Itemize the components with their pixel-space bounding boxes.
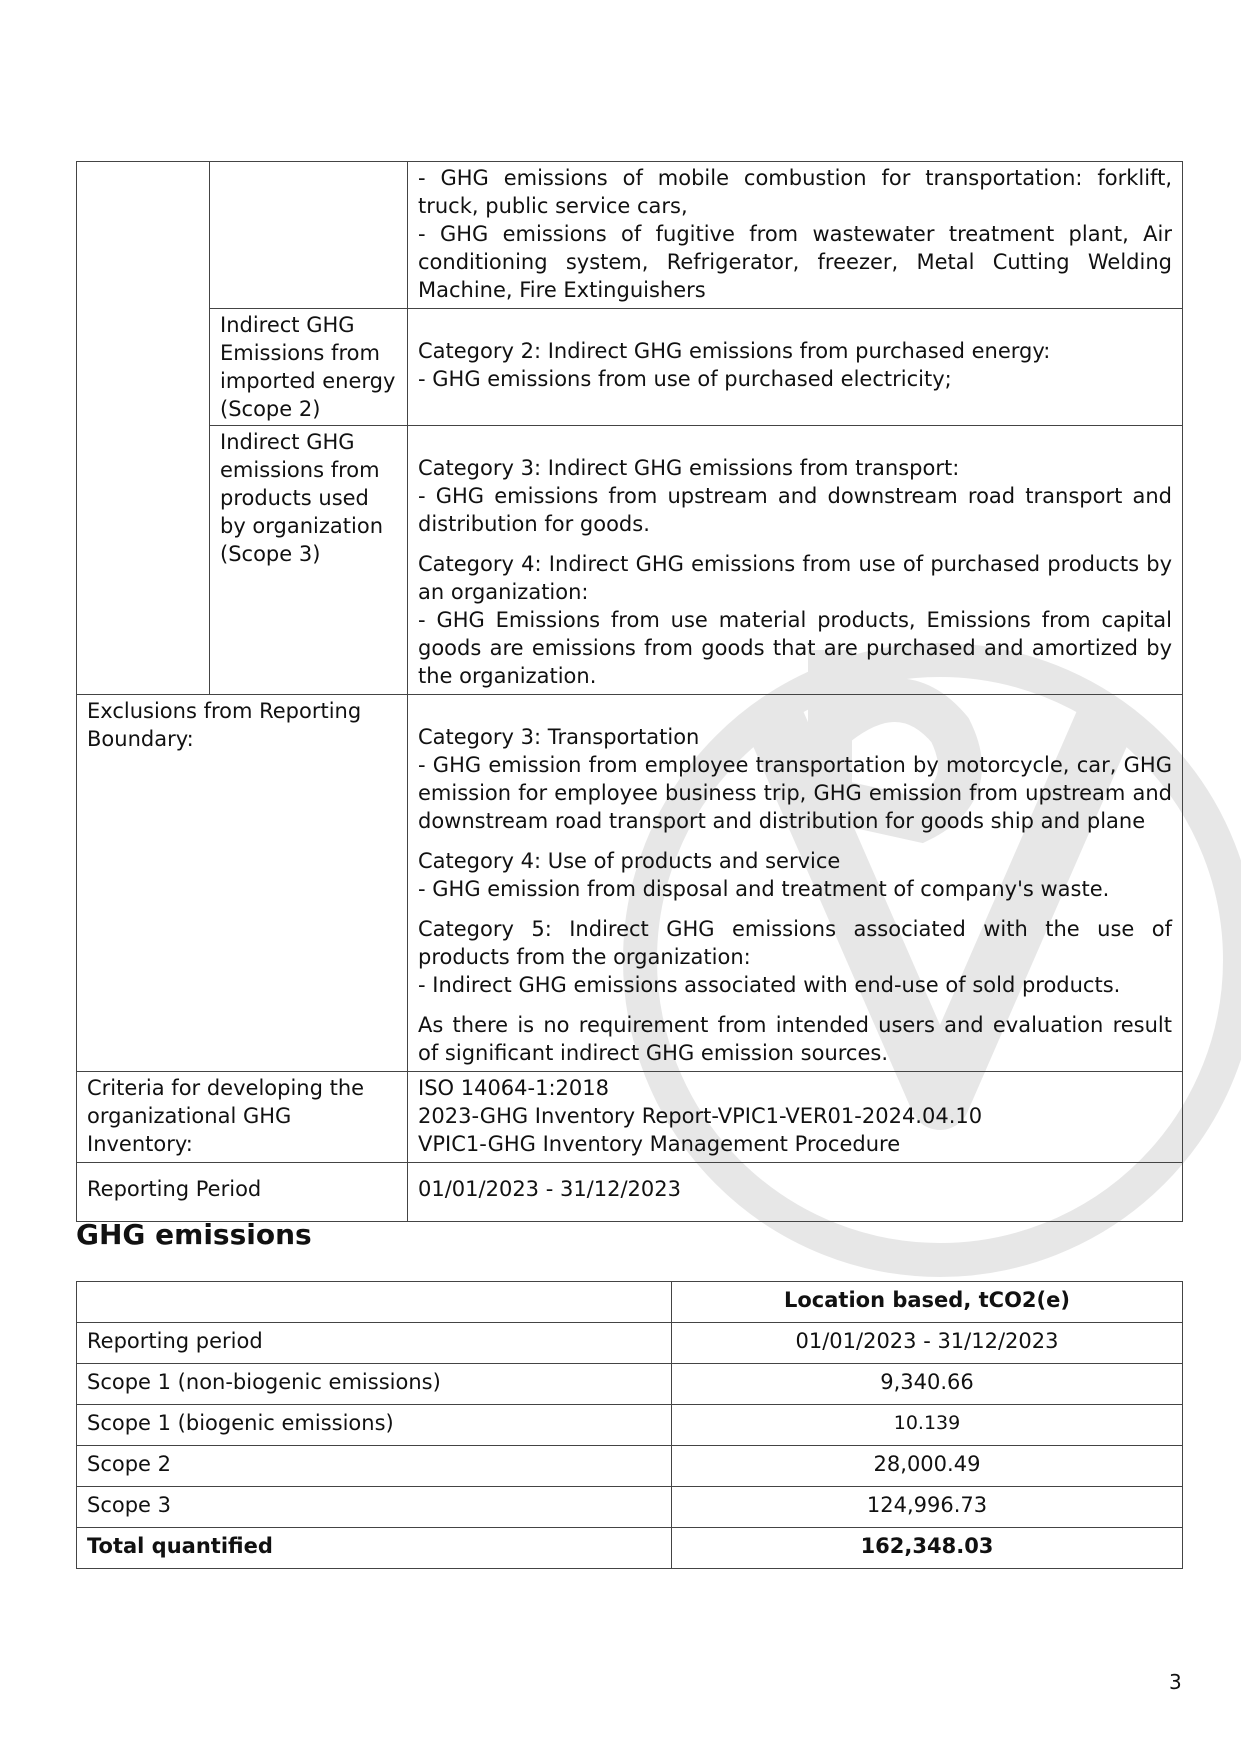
empty-cell xyxy=(77,162,210,695)
exclusions-label: Exclusions from Reporting Boundary: xyxy=(77,695,408,1072)
table-row xyxy=(77,1163,1183,1222)
table-row xyxy=(77,1446,1183,1487)
label-line: imported energy xyxy=(220,369,396,393)
scope2-description xyxy=(408,309,1183,426)
period-value: 01/01/2023 - 31/12/2023 xyxy=(408,1163,1183,1222)
criteria-line: ISO 14064-1:2018 xyxy=(418,1076,609,1100)
category-title: Category 3: Indirect GHG emissions from transport: xyxy=(418,456,960,480)
table-row xyxy=(77,1323,1183,1364)
scope3-description xyxy=(408,426,1183,695)
row-value: 10.139 xyxy=(672,1405,1183,1446)
reporting-boundary-table xyxy=(76,161,1183,1222)
row-value: 01/01/2023 - 31/12/2023 xyxy=(672,1323,1183,1364)
row-value: 9,340.66 xyxy=(672,1364,1183,1405)
category-title: Category 5: Indirect GHG emissions associated with the use of products from the organization: xyxy=(418,917,1172,969)
label-line: by organization xyxy=(220,514,384,538)
criteria-line: 2023-GHG Inventory Report-VPIC1-VER01-2024.04.10 xyxy=(418,1104,983,1128)
category-text: - GHG emissions from upstream and downstream road transport and distribution for goods. xyxy=(418,484,1172,536)
label-line: (Scope 3) xyxy=(220,542,321,566)
label-line: products used xyxy=(220,486,369,510)
list-item: Category 2: Indirect GHG emissions from purchased energy: xyxy=(418,339,1051,363)
table-row xyxy=(77,1487,1183,1528)
total-label: Total quantified xyxy=(77,1528,672,1569)
table-row xyxy=(77,162,1183,309)
table-row xyxy=(77,695,1183,1072)
category-text: - Indirect GHG emissions associated with end-use of sold products. xyxy=(418,973,1121,997)
page-number: 3 xyxy=(1169,1670,1182,1694)
section-heading: GHG emissions xyxy=(76,1218,312,1251)
row-label: Scope 3 xyxy=(77,1487,672,1528)
row-label: Scope 2 xyxy=(77,1446,672,1487)
criteria-values xyxy=(408,1072,1183,1163)
category-title: Category 4: Use of products and service xyxy=(418,849,841,873)
category-text: - GHG emission from disposal and treatment of company's waste. xyxy=(418,877,1110,901)
column-header: Location based, tCO2(e) xyxy=(672,1282,1183,1323)
row-label: Scope 1 (biogenic emissions) xyxy=(77,1405,672,1446)
label-line: Indirect GHG xyxy=(220,430,355,454)
row-label: Reporting period xyxy=(77,1323,672,1364)
table-header-row xyxy=(77,1282,1183,1323)
category-text: - GHG Emissions from use material products, Emissions from capital goods are emissions from goods that are purchased and amortized by the organization. xyxy=(418,608,1172,688)
table-row xyxy=(77,1072,1183,1163)
list-item: - GHG emissions of mobile combustion for transportation: forklift, truck, public service cars, xyxy=(418,166,1172,218)
total-row xyxy=(77,1528,1183,1569)
row-value: 28,000.49 xyxy=(672,1446,1183,1487)
ghg-emissions-table xyxy=(76,1281,1183,1569)
empty-cell xyxy=(210,162,408,309)
table-row xyxy=(77,1364,1183,1405)
table-row xyxy=(77,426,1183,695)
category-title: Category 4: Indirect GHG emissions from use of purchased products by an organization: xyxy=(418,552,1172,604)
empty-cell xyxy=(77,1282,672,1323)
label-line: emissions from xyxy=(220,458,380,482)
table-row xyxy=(77,1405,1183,1446)
criteria-label: Criteria for developing the organizational GHG Inventory: xyxy=(77,1072,408,1163)
exclusions-description xyxy=(408,695,1183,1072)
label-line: Indirect GHG xyxy=(220,313,355,337)
label-line: (Scope 2) xyxy=(220,397,321,421)
label-line: Emissions from xyxy=(220,341,380,365)
list-item: - GHG emissions from use of purchased electricity; xyxy=(418,367,952,391)
period-label: Reporting Period xyxy=(77,1163,408,1222)
total-value: 162,348.03 xyxy=(672,1528,1183,1569)
category-text: - GHG emission from employee transportation by motorcycle, car, GHG emission for employee business trip, GHG emission from upstream and downstream road transport and distribution for goods ship and plane xyxy=(418,753,1172,833)
category-title: Category 3: Transportation xyxy=(418,725,700,749)
direct-emissions-continuation xyxy=(408,162,1183,309)
list-item: - GHG emissions of fugitive from wastewater treatment plant, Air conditioning system, Refrigerator, freezer, Metal Cutting Welding Machine, Fire Extinguishers xyxy=(418,222,1172,302)
row-value: 124,996.73 xyxy=(672,1487,1183,1528)
exclusions-note: As there is no requirement from intended users and evaluation result of significant indirect GHG emission sources. xyxy=(418,1013,1172,1065)
scope2-label xyxy=(210,309,408,426)
criteria-line: VPIC1-GHG Inventory Management Procedure xyxy=(418,1132,901,1156)
scope3-label xyxy=(210,426,408,695)
table-row xyxy=(77,309,1183,426)
row-label: Scope 1 (non-biogenic emissions) xyxy=(77,1364,672,1405)
